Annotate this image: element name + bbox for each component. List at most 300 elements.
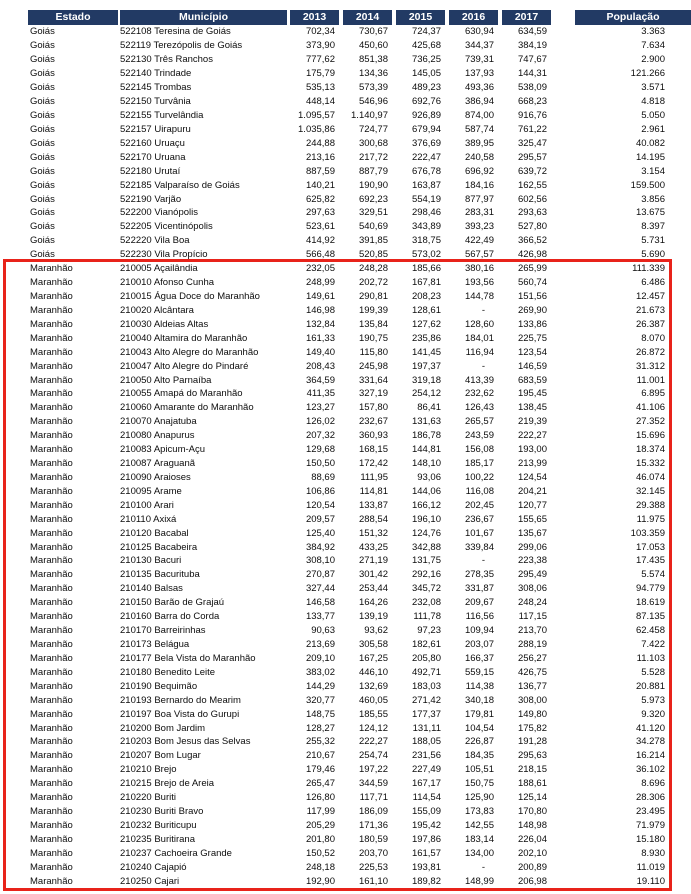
cell-estado: Maranhão (30, 388, 73, 400)
table-row (28, 303, 691, 317)
cell-2016: 493,36 (464, 82, 494, 94)
cell-2015: 145,05 (411, 68, 441, 80)
table-row (28, 220, 691, 234)
cell-municipio: 210135 Bacurituba (120, 569, 200, 581)
cell-2014: 167,25 (358, 652, 388, 664)
table-row (28, 582, 691, 596)
table-row (28, 150, 691, 164)
cell-2016: - (481, 555, 485, 567)
table-row (28, 317, 691, 331)
cell-estado: Maranhão (30, 318, 73, 330)
cell-2017: 124,54 (517, 471, 547, 483)
cell-municipio: 522185 Valparaíso de Goiás (120, 179, 240, 191)
cell-2014: 254,74 (358, 750, 388, 762)
table-row (28, 498, 691, 512)
cell-2013: 192,90 (305, 875, 335, 887)
cell-2017: 225,75 (517, 332, 547, 344)
table-row (28, 53, 691, 67)
cell-2017: 295,57 (517, 151, 547, 163)
cell-2013: 161,33 (305, 332, 335, 344)
table-row (28, 206, 691, 220)
cell-2015: 222,47 (411, 151, 441, 163)
cell-2014: 446,10 (358, 666, 388, 678)
cell-2014: 171,36 (358, 820, 388, 831)
cell-2017: 916,76 (517, 109, 547, 121)
cell-2016: 226,87 (464, 736, 494, 748)
cell-municipio: 210207 Bom Lugar (120, 750, 201, 762)
column-header-populacao: População (575, 10, 691, 25)
cell-2013: 327,44 (305, 583, 335, 595)
cell-2014: 253,44 (358, 583, 388, 595)
cell-municipio: 210203 Bom Jesus das Selvas (120, 736, 251, 748)
cell-2014: 730,67 (358, 26, 388, 38)
cell-estado: Maranhão (30, 583, 73, 595)
cell-2013: 566,48 (305, 249, 335, 261)
cell-populacao: 18.374 (635, 444, 665, 456)
cell-2013: 208,43 (305, 360, 335, 372)
column-header-2017-cell (500, 10, 553, 25)
cell-2016: 559,15 (464, 666, 494, 678)
cell-2016: 184,35 (464, 750, 494, 762)
column-gap (553, 874, 575, 888)
cell-estado: Maranhão (30, 694, 73, 706)
cell-populacao: 15.180 (635, 833, 665, 845)
table-row (28, 387, 691, 401)
cell-2017: 138,45 (517, 402, 547, 414)
column-header-municipio: Município (120, 10, 287, 25)
cell-populacao: 8.070 (641, 332, 665, 344)
cell-2015: 232,08 (411, 597, 441, 609)
cell-2013: 244,88 (305, 137, 335, 149)
cell-2016: 587,74 (464, 123, 494, 135)
cell-populacao: 32.145 (635, 485, 665, 497)
cell-2016: 393,23 (464, 221, 494, 233)
cell-2015: 292,16 (411, 569, 441, 581)
cell-2016: 105,51 (464, 764, 494, 776)
table-row (28, 276, 691, 290)
cell-municipio: 210070 Anajatuba (120, 416, 197, 428)
cell-populacao: 13.675 (635, 207, 665, 219)
cell-populacao: 26.872 (635, 346, 665, 358)
cell-2013: 150,50 (305, 458, 335, 470)
cell-2017: 295,49 (517, 569, 547, 581)
cell-estado: Maranhão (30, 625, 73, 637)
cell-2016: 344,37 (464, 40, 494, 52)
cell-municipio: 522190 Varjão (120, 193, 182, 205)
cell-2017: 144,31 (517, 68, 547, 80)
cell-municipio: 210050 Alto Parnaíba (120, 374, 212, 386)
cell-2013: 213,16 (305, 151, 335, 163)
cell-2015: 492,71 (411, 666, 441, 678)
cell-populacao: 31.312 (635, 360, 665, 372)
cell-municipio: 522145 Trombas (120, 82, 192, 94)
cell-2017: 151,56 (517, 290, 547, 302)
cell-2016: 339,84 (464, 541, 494, 553)
header-row (28, 10, 691, 25)
cell-2014: 203,70 (358, 847, 388, 859)
cell-2013: 126,02 (305, 416, 335, 428)
cell-2013: 414,92 (305, 235, 335, 247)
cell-2017: 256,27 (517, 652, 547, 664)
table-row (28, 805, 691, 819)
cell-municipio: 210010 Afonso Cunha (120, 277, 215, 289)
cell-2017: 193,00 (517, 444, 547, 456)
cell-municipio: 210173 Belágua (120, 639, 190, 651)
cell-2014: 305,58 (358, 639, 388, 651)
cell-estado: Maranhão (30, 416, 73, 428)
cell-estado: Goiás (30, 54, 55, 66)
cell-estado: Maranhão (30, 360, 73, 372)
table-row (28, 401, 691, 415)
cell-2016: 413,39 (464, 374, 494, 386)
cell-2014: 460,05 (358, 694, 388, 706)
cell-municipio: 210170 Barreirinhas (120, 625, 206, 637)
cell-estado: Maranhão (30, 458, 73, 470)
cell-2015: 554,19 (411, 193, 441, 205)
cell-populacao: 7.634 (641, 40, 665, 52)
cell-municipio: 210193 Bernardo do Mearim (120, 694, 241, 706)
column-gap (553, 791, 575, 805)
cell-municipio: 210237 Cachoeira Grande (120, 847, 232, 859)
cell-populacao: 12.457 (635, 290, 665, 302)
column-gap (553, 610, 575, 624)
table-row (28, 484, 691, 498)
table-row (28, 109, 691, 123)
cell-2013: 1.095,57 (298, 109, 335, 121)
cell-2014: 197,22 (358, 764, 388, 776)
cell-municipio: 210080 Anapurus (120, 430, 195, 442)
cell-populacao: 94.779 (635, 583, 665, 595)
cell-2015: 319,18 (411, 374, 441, 386)
cell-municipio: 210043 Alto Alegre do Maranhão (120, 346, 259, 358)
cell-populacao: 6.895 (641, 388, 665, 400)
cell-2015: 124,76 (411, 527, 441, 539)
cell-2016: 232,62 (464, 388, 494, 400)
cell-2016: 125,90 (464, 792, 494, 804)
cell-2013: 210,67 (305, 750, 335, 762)
cell-2017: 299,06 (517, 541, 547, 553)
cell-2013: 535,13 (305, 82, 335, 94)
cell-municipio: 210055 Amapá do Maranhão (120, 388, 243, 400)
cell-2017: 683,59 (517, 374, 547, 386)
cell-2017: 202,10 (517, 847, 547, 859)
cell-2016: 696,92 (464, 165, 494, 177)
cell-2015: 193,81 (411, 861, 441, 873)
cell-2017: 602,56 (517, 193, 547, 205)
cell-municipio: 210150 Barão de Grajaú (120, 597, 225, 609)
cell-2015: 97,23 (417, 625, 441, 637)
cell-2015: 189,82 (411, 875, 441, 887)
column-header-2014-cell (341, 10, 394, 25)
cell-2014: 540,69 (358, 221, 388, 233)
cell-2015: 128,61 (411, 304, 441, 316)
cell-2014: 724,77 (358, 123, 388, 135)
cell-2013: 144,29 (305, 680, 335, 692)
cell-estado: Goiás (30, 96, 55, 108)
cell-2017: 170,80 (517, 806, 547, 818)
cell-2016: 265,57 (464, 416, 494, 428)
column-gap (553, 526, 575, 540)
column-gap (553, 401, 575, 415)
table-row (28, 67, 691, 81)
column-gap (553, 192, 575, 206)
table-row (28, 554, 691, 568)
table-row (28, 457, 691, 471)
table-row (28, 707, 691, 721)
column-gap (553, 415, 575, 429)
cell-estado: Maranhão (30, 736, 73, 748)
table-row (28, 443, 691, 457)
cell-populacao: 17.435 (635, 555, 665, 567)
cell-populacao: 9.320 (641, 708, 665, 720)
table-row (28, 262, 691, 276)
cell-2014: 546,96 (358, 96, 388, 108)
table-row (28, 624, 691, 638)
cell-2015: 163,87 (411, 179, 441, 191)
cell-municipio: 210130 Bacuri (120, 555, 182, 567)
cell-2014: 117,71 (359, 792, 388, 804)
column-gap (553, 290, 575, 304)
cell-2017: 288,19 (517, 639, 547, 651)
cell-2017: 527,80 (517, 221, 547, 233)
cell-2017: 125,14 (517, 792, 547, 804)
cell-2013: 148,75 (305, 708, 335, 720)
cell-2016: 422,49 (464, 235, 494, 247)
cell-estado: Goiás (30, 82, 55, 94)
cell-estado: Maranhão (30, 444, 73, 456)
cell-2017: 188,61 (517, 778, 547, 790)
cell-estado: Maranhão (30, 639, 73, 651)
cell-2016: 209,67 (464, 597, 494, 609)
cell-2015: 127,62 (411, 318, 441, 330)
table-row (28, 164, 691, 178)
cell-2015: 186,78 (411, 430, 441, 442)
cell-2015: 489,23 (411, 82, 441, 94)
cell-municipio: 522170 Uruana (120, 151, 186, 163)
cell-2013: 117,99 (306, 806, 335, 818)
cell-2015: 254,12 (411, 388, 441, 400)
cell-2013: 106,86 (305, 485, 335, 497)
cell-2015: 736,25 (411, 54, 441, 66)
cell-2017: 265,99 (517, 263, 547, 275)
cell-2017: 366,52 (517, 235, 547, 247)
cell-2013: 777,62 (305, 54, 335, 66)
cell-populacao: 3.571 (641, 82, 665, 94)
cell-2017: 162,55 (517, 179, 547, 191)
table-row (28, 540, 691, 554)
cell-2016: 148,99 (464, 875, 494, 887)
table-row (28, 860, 691, 874)
cell-2017: 293,63 (517, 207, 547, 219)
cell-2014: 199,39 (358, 304, 388, 316)
cell-2013: 128,27 (305, 722, 335, 734)
cell-2016: 156,08 (464, 444, 494, 456)
cell-populacao: 62.458 (635, 625, 665, 637)
cell-2013: 132,84 (305, 318, 335, 330)
column-gap (553, 846, 575, 860)
cell-2015: 196,10 (411, 513, 441, 525)
cell-populacao: 6.486 (641, 277, 665, 289)
cell-populacao: 4.818 (641, 96, 665, 108)
cell-2014: 168,15 (358, 444, 388, 456)
cell-populacao: 16.214 (635, 750, 665, 762)
cell-2016: 240,58 (464, 151, 494, 163)
cell-populacao: 28.306 (635, 792, 665, 804)
table-row (28, 749, 691, 763)
cell-2014: 301,42 (358, 569, 388, 581)
table-row (28, 178, 691, 192)
cell-2017: 226,04 (517, 833, 547, 845)
cell-2013: 133,77 (305, 611, 335, 623)
cell-populacao: 5.528 (641, 666, 665, 678)
cell-2017: 133,86 (517, 318, 547, 330)
cell-2014: 115,80 (359, 346, 388, 358)
column-gap (553, 651, 575, 665)
column-gap (553, 136, 575, 150)
cell-estado: Maranhão (30, 861, 73, 873)
cell-2015: 926,89 (411, 109, 441, 121)
cell-2016: 144,78 (464, 290, 494, 302)
cell-2013: 175,79 (305, 68, 335, 80)
cell-estado: Maranhão (30, 263, 73, 275)
cell-2015: 195,42 (411, 820, 441, 831)
cell-estado: Maranhão (30, 722, 73, 734)
column-gap (553, 554, 575, 568)
cell-2017: 639,72 (517, 165, 547, 177)
cell-2016: 109,94 (464, 625, 494, 637)
cell-municipio: 522205 Vicentinópolis (120, 221, 213, 233)
table-row (28, 471, 691, 485)
column-gap (553, 540, 575, 554)
column-gap (553, 763, 575, 777)
column-gap (553, 749, 575, 763)
cell-populacao: 5.574 (641, 569, 665, 581)
table-row (28, 136, 691, 150)
cell-estado: Maranhão (30, 471, 73, 483)
cell-2016: 150,75 (464, 778, 494, 790)
cell-estado: Maranhão (30, 555, 73, 567)
cell-populacao: 11.975 (636, 513, 665, 525)
cell-2013: 383,02 (305, 666, 335, 678)
cell-2017: 295,63 (517, 750, 547, 762)
table-row (28, 874, 691, 888)
table-row (28, 415, 691, 429)
table-row (28, 610, 691, 624)
cell-2014: 139,19 (358, 611, 388, 623)
cell-municipio: 522160 Uruaçu (120, 137, 185, 149)
cell-populacao: 8.397 (641, 221, 665, 233)
cell-estado: Maranhão (30, 597, 73, 609)
table-row (28, 248, 691, 262)
cell-2017: 135,67 (517, 527, 547, 539)
cell-2015: 197,37 (411, 360, 441, 372)
cell-populacao: 87.135 (635, 611, 665, 623)
column-gap (553, 359, 575, 373)
cell-2013: 149,40 (305, 346, 335, 358)
cell-municipio: 210030 Aldeias Altas (120, 318, 209, 330)
cell-2014: 164,26 (358, 597, 388, 609)
cell-populacao: 159.500 (630, 179, 665, 191)
cell-2013: 209,57 (305, 513, 335, 525)
cell-2016: 128,60 (464, 318, 494, 330)
table-row (28, 763, 691, 777)
cell-municipio: 210087 Araguanã (120, 458, 196, 470)
cell-estado: Maranhão (30, 708, 73, 720)
cell-2014: 1.140,97 (351, 109, 388, 121)
cell-2016: 278,35 (464, 569, 494, 581)
table-row (28, 596, 691, 610)
cell-municipio: 522108 Teresina de Goiás (120, 26, 231, 38)
cell-2017: 219,39 (517, 416, 547, 428)
cell-2017: 123,54 (517, 346, 547, 358)
cell-municipio: 210180 Benedito Leite (120, 666, 216, 678)
cell-2017: 222,27 (517, 430, 547, 442)
cell-2013: 887,59 (305, 165, 335, 177)
cell-estado: Maranhão (30, 346, 73, 358)
cell-2016: 100,22 (464, 471, 494, 483)
cell-municipio: 522220 Vila Boa (120, 235, 190, 247)
cell-estado: Goiás (30, 179, 55, 191)
cell-municipio: 210250 Cajari (120, 875, 180, 887)
cell-2014: 151,32 (358, 527, 388, 539)
column-gap (553, 512, 575, 526)
cell-populacao: 46.074 (635, 471, 665, 483)
cell-municipio: 210047 Alto Alegre do Pindaré (120, 360, 249, 372)
cell-2015: 425,68 (411, 40, 441, 52)
cell-estado: Goiás (30, 151, 55, 163)
cell-populacao: 20.881 (635, 680, 665, 692)
cell-estado: Maranhão (30, 569, 73, 581)
cell-2014: 186,09 (358, 806, 388, 818)
cell-2015: 144,06 (411, 485, 441, 497)
cell-2016: 877,97 (464, 193, 494, 205)
cell-2016: 184,16 (464, 179, 494, 191)
table-header (28, 10, 691, 25)
cell-municipio: 210060 Amarante do Maranhão (120, 402, 254, 414)
column-gap (553, 484, 575, 498)
cell-estado: Goiás (30, 26, 55, 38)
cell-2017: 204,21 (517, 485, 547, 497)
cell-2014: 157,80 (358, 402, 388, 414)
cell-populacao: 3.363 (641, 26, 665, 38)
cell-2017: 308,00 (517, 694, 547, 706)
cell-estado: Maranhão (30, 304, 73, 316)
cell-estado: Goiás (30, 123, 55, 135)
column-gap (553, 443, 575, 457)
cell-2013: 373,90 (305, 40, 335, 52)
cell-estado: Maranhão (30, 527, 73, 539)
cell-2016: 236,67 (464, 513, 494, 525)
cell-2013: 232,05 (305, 263, 335, 275)
cell-2014: 248,28 (358, 263, 388, 275)
table-row (28, 638, 691, 652)
cell-2015: 131,63 (411, 416, 441, 428)
cell-2017: 668,23 (517, 96, 547, 108)
cell-estado: Maranhão (30, 485, 73, 497)
cell-2014: 327,19 (358, 388, 388, 400)
cell-2014: 331,64 (358, 374, 388, 386)
cell-2013: 448,14 (305, 96, 335, 108)
cell-2013: 90,63 (311, 625, 335, 637)
cell-2016: 389,95 (464, 137, 494, 149)
cell-2013: 625,82 (305, 193, 335, 205)
cell-estado: Goiás (30, 109, 55, 121)
cell-2016: 874,00 (464, 109, 494, 121)
cell-estado: Maranhão (30, 847, 73, 859)
cell-municipio: 210125 Bacabeira (120, 541, 198, 553)
column-gap (553, 95, 575, 109)
cell-estado: Maranhão (30, 666, 73, 678)
